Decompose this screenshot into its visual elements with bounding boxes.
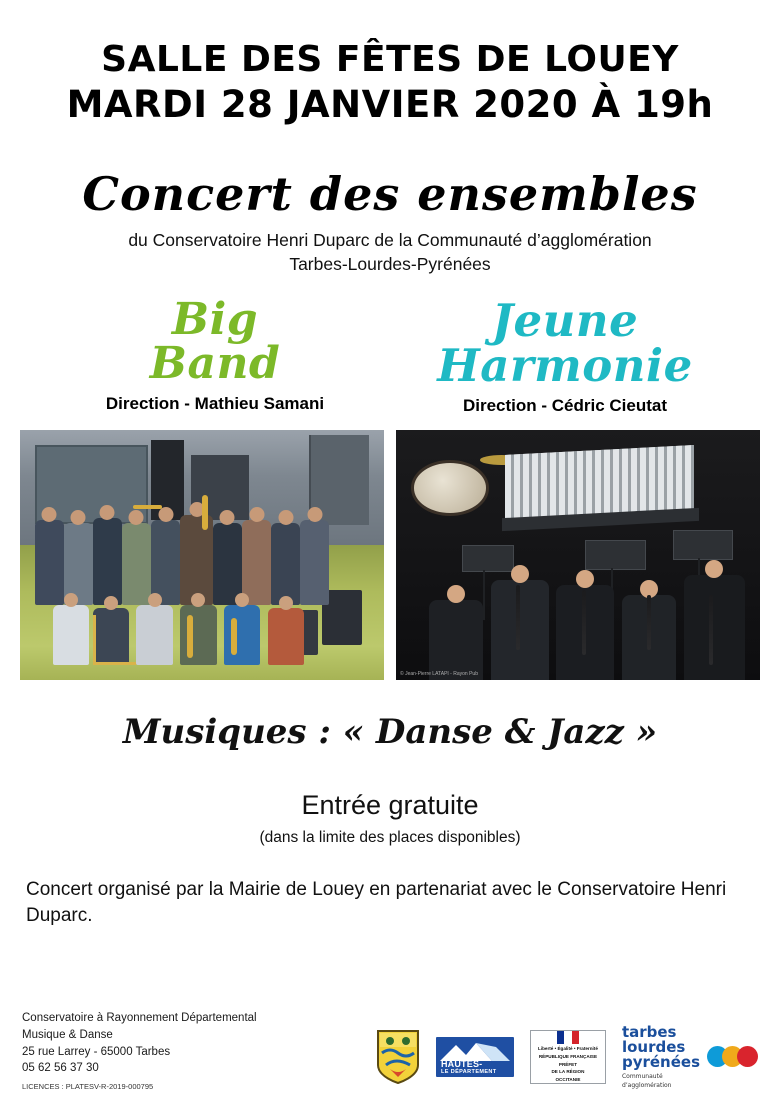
photo-person: [180, 605, 216, 665]
prefet-line3: PRÉFET: [558, 1061, 578, 1067]
concert-subtitle: [0, 229, 780, 276]
tarbes-lourdes-pyrenees-logo: [621, 1022, 758, 1089]
photo-credit: © Jean-Pierre LATAPI - Rayon Pub: [400, 671, 478, 678]
ensemble-big-band: [40, 294, 390, 416]
photo-music-stand: [483, 570, 485, 620]
photo-person: [53, 605, 89, 665]
ensembles-row: [0, 294, 780, 416]
ensemble-jeune-harmonie: [390, 294, 740, 416]
venue-line: SALLE DES FÊTES DE LOUEY: [101, 39, 679, 80]
photo-person: [300, 520, 329, 605]
photo-trumpet: [133, 505, 162, 509]
ensemble-name-line1: Jeune: [491, 294, 639, 348]
tlp-line3: pyrénées: [621, 1053, 700, 1072]
date-line: MARDI 28 JANVIER 2020 À 19h: [66, 82, 714, 126]
photo-clarinet: [516, 585, 520, 650]
tlp-sub2: d’agglomération: [621, 1081, 672, 1089]
photo-person: [122, 523, 151, 606]
poster-footer: [0, 1010, 780, 1103]
entree-note: (dans la limite des places disponibles): [259, 829, 521, 847]
concert-title: Concert des ensembles: [82, 167, 698, 222]
photo-music-stand: [462, 545, 515, 572]
photo-clarinet: [582, 590, 586, 655]
ensemble-name-line2: Band: [149, 338, 281, 390]
hautes-pyrenees-line3: LE DÉPARTEMENT: [440, 1068, 497, 1075]
ensemble-name-line1: Big: [171, 294, 259, 346]
prefet-line2: RÉPUBLIQUE FRANÇAISE: [538, 1053, 598, 1059]
french-flag-icon: [557, 1031, 579, 1044]
photo-person: [224, 605, 260, 665]
photo-young-musician: [684, 575, 746, 680]
logo-row: [376, 1022, 758, 1093]
photo-person: [136, 605, 172, 665]
photo-person: [271, 523, 300, 606]
photo-timpani: [411, 460, 490, 516]
photo-person: [180, 515, 213, 605]
photo-jeune-harmonie: [396, 430, 760, 680]
photo-trombone: [93, 615, 96, 665]
photo-person: [35, 520, 64, 605]
blason-icon: [376, 1029, 420, 1085]
photo-saxophone: [187, 615, 193, 658]
concert-subtitle-line2: Tarbes-Lourdes-Pyrénées: [289, 253, 491, 274]
photo-music-stand: [585, 540, 645, 570]
concert-subtitle-line1: du Conservatoire Henri Duparc de la Communauté d’agglomération: [128, 230, 652, 251]
tlp-line2: lourdes: [621, 1038, 686, 1057]
prefet-line5: OCCITANIE: [555, 1077, 581, 1083]
photo-person: [242, 520, 271, 605]
contact-line-2: Musique & Danse: [22, 1029, 113, 1042]
photo-saxophone: [202, 495, 208, 530]
hautes-pyrenees-badge: [436, 1037, 514, 1077]
poster-header: [0, 0, 780, 127]
tlp-sub1: Communauté: [621, 1072, 663, 1080]
concert-title-block: [0, 167, 780, 276]
prefet-occitanie-logo: [530, 1030, 606, 1084]
photo-young-musician: [429, 600, 484, 680]
photo-clarinet: [709, 595, 713, 665]
entree-gratuite: Entrée gratuite: [301, 790, 479, 821]
ensemble-direction: Direction - Cédric Cieutat: [462, 396, 668, 416]
musiques-line: Musiques : « Danse & Jazz »: [122, 712, 658, 753]
hautes-pyrenees-line1: HAUTES-: [440, 1058, 483, 1069]
organise-text: Concert organisé par la Mairie de Louey en partenariat avec le Conservatoire Henri Duparc.: [26, 879, 727, 926]
photo-trombone: [93, 662, 137, 665]
prefet-line1: Liberté • Égalité • Fraternité: [538, 1046, 598, 1052]
ensemble-name: [390, 294, 740, 393]
tlp-wordmark: [621, 1022, 700, 1089]
ensemble-direction: Direction - Mathieu Samani: [105, 394, 325, 414]
licences-line: LICENCES : PLATESV-R-2019-000795: [22, 1082, 154, 1092]
tlp-dots-icon: [707, 1046, 758, 1067]
tlp-line1: tarbes: [621, 1022, 677, 1041]
ensemble-name: [40, 294, 390, 390]
contact-line-1: Conservatoire à Rayonnement Départemental: [22, 1012, 257, 1025]
mountain-icon: [440, 1041, 510, 1061]
contact-line-3: 25 rue Larrey - 65000 Tarbes: [22, 1045, 171, 1058]
photo-music-stand: [673, 530, 733, 560]
photos-row: [0, 430, 780, 680]
photo-clarinet: [647, 595, 651, 650]
photo-person: [268, 608, 304, 666]
contact-phone: 05 62 56 37 30: [22, 1062, 99, 1075]
hautes-pyrenees-logo: [436, 1037, 514, 1077]
ensemble-name-line2: Harmonie: [437, 339, 693, 393]
contact-block: [22, 1010, 257, 1093]
photo-saxophone: [231, 618, 237, 656]
photo-person: [93, 608, 129, 666]
photo-person: [213, 523, 242, 606]
photo-person: [93, 518, 122, 606]
prefet-line4: DE LA RÉGION: [551, 1069, 585, 1075]
photo-big-band: [20, 430, 384, 680]
